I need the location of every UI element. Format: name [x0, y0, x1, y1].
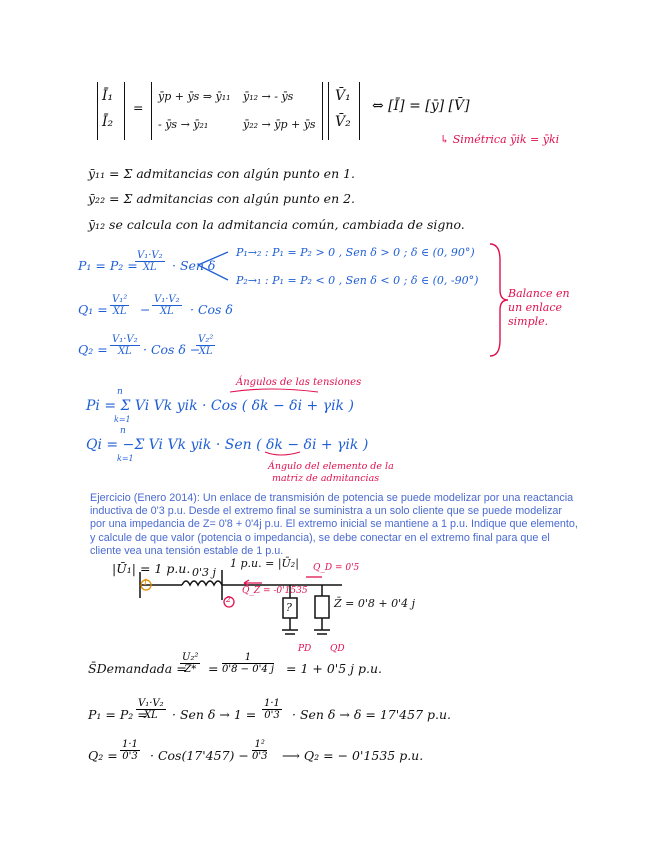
reactance-label: 0'3 j [192, 566, 216, 579]
balance-note-line-1: Balance en [508, 287, 570, 300]
qd-tag: QD [330, 644, 345, 654]
q1-minus: − [140, 302, 151, 317]
qz-label: Q_Z = -0'1535 [242, 586, 308, 596]
s-equals: = [208, 661, 219, 676]
q2-mid: · Cos δ − [143, 342, 201, 357]
p-line-fraction-1: $\frac{\text{V₁·V₂}}{XL}$ [138, 698, 164, 721]
s-result: = 1 + 0'5 j p.u. [286, 661, 382, 676]
unknown-element-label: ? [286, 601, 292, 614]
p-fraction: $\frac{\text{V₁·V₂}}{XL}$ [137, 250, 163, 273]
q1-equation-left: Q₁ = [78, 302, 108, 317]
current-i2: Ī₂ [102, 114, 114, 130]
compact-form: ⇔ [Ī] = [ȳ] [V̄] [372, 98, 470, 114]
node-1-label: 1 [143, 578, 149, 587]
q2-fraction-2: $\frac{\text{V₂²}}{XL}$ [198, 334, 214, 357]
p-equation-left: P₁ = P₂ = [78, 258, 138, 273]
pi-sum-bottom: k=1 [114, 415, 131, 424]
s-demand-left: S̄Demandada = [88, 661, 187, 676]
inductor-coil [182, 581, 222, 585]
element-angle-label-2: matriz de admitancias [272, 473, 380, 484]
qi-equation: Qi = −Σ Vi Vk yik · Sen ( δk − δi + γik ) [86, 437, 369, 453]
y12-entry: ȳ₁₂ → - ȳs [243, 90, 294, 103]
y22-entry: ȳ₂₂ → ȳp + ȳs [243, 118, 316, 131]
p-equation-tail: · Sen δ [172, 258, 216, 273]
symmetric-note: ↳ Simétrica ȳik = ȳki [440, 133, 560, 146]
balance-note-line-2: un enlace [508, 301, 563, 314]
p-line-left: P₁ = P₂ = [88, 707, 148, 722]
p-line-mid: · Sen δ → 1 = [172, 707, 257, 722]
current-i1: Ī₁ [102, 88, 114, 104]
q-line-mid: · Cos(17'457) − [150, 748, 249, 763]
qd-label: Q_D = 0'5 [313, 563, 360, 573]
v2-label: 1 p.u. = |Ū₂| [230, 557, 299, 570]
voltage-v1: V̄₁ [335, 88, 351, 104]
q-line-tail: ⟶ Q₂ = − 0'1535 p.u. [282, 748, 424, 763]
qi-sum-top: n [120, 426, 126, 436]
exercise-statement: Ejercicio (Enero 2014): Un enlace de transmisión de potencia se puede modelizar por una reactancia inductiva de 0'3 p.u. Desde el extremo final se suministra a un solo cliente que se puede modelizar por una impedancia de Z= 0'8 + 0'4j p.u. El extremo inicial se mantiene a 1 p.u. Indique que elemento, y calcule de que valor (potencia o impedancia), se debe conectar en el extremo final para que el cliente vea una tensión estable de 1 p.u. [90, 492, 578, 557]
balance-note-line-3: simple. [508, 315, 549, 328]
load-impedance-label: Z̄ = 0'8 + 0'4 j [334, 597, 416, 610]
pi-equation: Pi = Σ Vi Vk yik · Cos ( δk − δi + γik ) [86, 398, 354, 414]
p-line-fraction-2: $\frac{1\cdot 1}{0'3}$ [264, 698, 280, 721]
y12-definition: ȳ₁₂ se calcula con la admitancia común, cambiada de signo. [88, 217, 465, 232]
pi-sum-top: n [117, 387, 123, 397]
s-fraction-2: $\frac{1}{0'8 - 0'4 j}$ [222, 652, 274, 675]
angles-label: Ángulos de las tensiones [236, 377, 362, 388]
q-line-fraction-1: $\frac{1\cdot 1}{0'3}$ [122, 739, 138, 762]
s-fraction-1: $\frac{\text{U₂²}}{Z*}$ [182, 652, 199, 675]
v1-label: |Ū₁| = 1 p.u. [112, 561, 191, 576]
voltage-v2: V̄₂ [335, 114, 351, 130]
y11-entry: ȳp + ȳs ⇒ ȳ₁₁ [158, 90, 231, 103]
q2-equation-left: Q₂ = [78, 342, 108, 357]
q1-fraction-1: $\frac{\text{V₁²}}{XL}$ [112, 294, 128, 317]
pd-tag: PD [298, 644, 312, 654]
load-impedance-box [315, 596, 329, 618]
q2-fraction-1: $\frac{\text{V₁·V₂}}{XL}$ [112, 334, 138, 357]
element-angle-label-1: Ángulo del elemento de la [268, 461, 394, 472]
y11-definition: ȳ₁₁ = Σ admitancias con algún punto en 1. [88, 166, 356, 181]
q-line-left: Q₂ = [88, 748, 118, 763]
q1-fraction-2: $\frac{\text{V₁·V₂}}{XL}$ [154, 294, 180, 317]
case-p2-to-p1: P₂→₁ : P₁ = P₂ < 0 , Sen δ < 0 ; δ ∈ (0, -90°) [236, 274, 479, 287]
q-line-fraction-2: $\frac{\text{1²}}{0'3}$ [252, 739, 268, 762]
p-line-tail: · Sen δ → δ = 17'457 p.u. [292, 707, 451, 722]
qi-sum-bottom: k=1 [117, 454, 134, 463]
node-2-label: 2 [226, 595, 232, 604]
q1-tail: · Cos δ [190, 302, 233, 317]
y21-entry: - ȳs → ȳ₂₁ [158, 118, 209, 131]
y22-definition: ȳ₂₂ = Σ admitancias con algún punto en 2. [88, 191, 356, 206]
equals-sign: = [133, 100, 144, 115]
case-p1-to-p2: P₁→₂ : P₁ = P₂ > 0 , Sen δ > 0 ; δ ∈ (0, 90°) [236, 246, 475, 259]
